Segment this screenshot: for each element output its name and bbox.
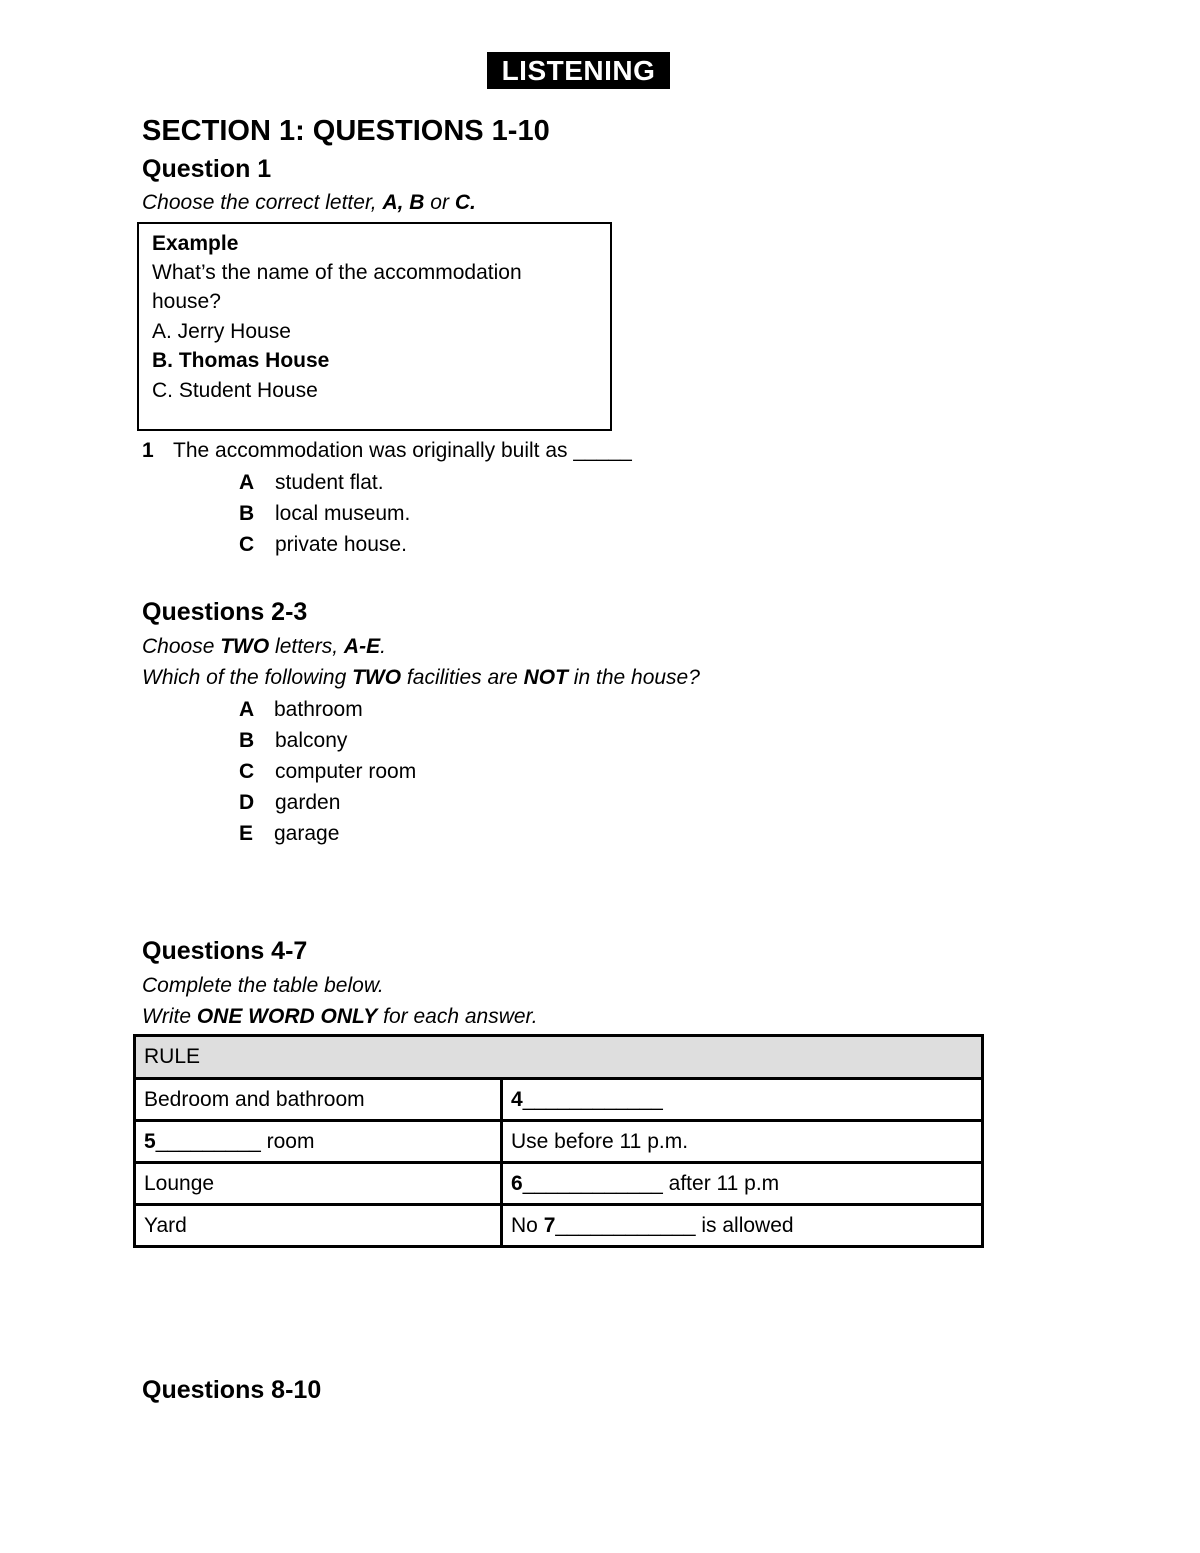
table-row [135, 1205, 983, 1247]
answer-number: 7 [543, 1213, 556, 1237]
example-option-a: A. Jerry House [152, 320, 291, 343]
instruction-text: for each answer. [377, 1005, 538, 1028]
instruction-bold: A-E [343, 635, 381, 658]
q1-option-text: local museum. [275, 502, 411, 525]
table-cell [502, 1121, 983, 1163]
questions-4-7-instruction-2 [142, 1003, 538, 1031]
q23-option-text: garden [275, 791, 341, 814]
table-cell [135, 1079, 502, 1121]
example-option-b: B. Thomas House [152, 349, 330, 372]
instruction-bold: TWO [220, 635, 270, 658]
answer-number: 4 [511, 1087, 523, 1111]
cell-text: _________ room [155, 1129, 315, 1153]
table-cell [135, 1163, 502, 1205]
cell-text: Use before 11 p.m. [511, 1129, 689, 1153]
section-title: SECTION 1: QUESTIONS 1-10 [142, 115, 550, 147]
instruction-text: Choose the correct letter, [142, 191, 383, 214]
questions-8-10-heading: Questions 8-10 [142, 1376, 322, 1404]
instruction-bold: ONE WORD ONLY [196, 1005, 378, 1028]
instruction-text: in the house? [567, 666, 700, 689]
question-1-instruction [142, 189, 476, 217]
question-1-stem: The accommodation was originally built as _____ [173, 439, 632, 462]
instruction-text: . [380, 635, 386, 658]
cell-text: Lounge [144, 1171, 215, 1195]
cell-text: ____________ after 11 p.m [522, 1171, 780, 1195]
q1-option-letter: C [239, 533, 255, 556]
questions-2-3-instruction-1 [142, 633, 386, 661]
answer-number: 5 [144, 1129, 156, 1153]
instruction-text: Which of the following [142, 666, 353, 689]
instruction-bold: C. [454, 191, 476, 214]
q23-option-letter: A [239, 698, 255, 721]
cell-text: ____________ is allowed [555, 1213, 794, 1237]
table-row [135, 1079, 983, 1121]
listening-banner: LISTENING [487, 52, 670, 89]
cell-text: Yard [144, 1213, 187, 1237]
table-header-row [135, 1036, 983, 1079]
q23-option-letter: E [239, 822, 254, 845]
q1-option-text: private house. [275, 533, 407, 556]
q1-option-letter: B [239, 502, 255, 525]
instruction-text: letters, [269, 635, 344, 658]
questions-2-3-instruction-2 [142, 664, 700, 692]
questions-4-7-heading: Questions 4-7 [142, 937, 308, 965]
example-question-line-2: house? [152, 290, 221, 313]
q23-option-text: garage [274, 822, 340, 845]
questions-4-7-instruction-1: Complete the table below. [142, 974, 384, 997]
rules-table [133, 1034, 984, 1248]
table-cell [502, 1079, 983, 1121]
q23-option-letter: D [239, 791, 255, 814]
cell-text: Bedroom and bathroom [144, 1087, 365, 1111]
question-1-heading: Question 1 [142, 155, 272, 183]
q23-option-text: computer room [275, 760, 417, 783]
example-option-c: C. Student House [152, 379, 318, 402]
question-1-number: 1 [142, 439, 154, 462]
cell-text: No [511, 1213, 544, 1237]
table-header-cell: RULE [135, 1036, 983, 1079]
table-row [135, 1163, 983, 1205]
table-row [135, 1121, 983, 1163]
table-cell [135, 1121, 502, 1163]
instruction-bold: A, B [382, 191, 425, 214]
answer-number: 6 [511, 1171, 523, 1195]
q23-option-letter: C [239, 760, 255, 783]
example-question-line-1: What’s the name of the accommodation [152, 261, 522, 284]
q23-option-letter: B [239, 729, 255, 752]
instruction-bold: TWO [352, 666, 402, 689]
instruction-text: Choose [142, 635, 221, 658]
instruction-text: or [424, 191, 455, 214]
cell-text: ____________ [522, 1087, 663, 1111]
instruction-bold: NOT [523, 666, 568, 689]
q1-option-letter: A [239, 471, 255, 494]
instruction-text: Write [142, 1005, 197, 1028]
example-box [137, 222, 612, 431]
q23-option-text: bathroom [274, 698, 363, 721]
questions-2-3-heading: Questions 2-3 [142, 598, 308, 626]
example-label: Example [152, 232, 239, 255]
q23-option-text: balcony [275, 729, 348, 752]
table-cell [502, 1163, 983, 1205]
table-cell [502, 1205, 983, 1247]
table-cell [135, 1205, 502, 1247]
q1-option-text: student flat. [275, 471, 384, 494]
instruction-text: facilities are [401, 666, 524, 689]
